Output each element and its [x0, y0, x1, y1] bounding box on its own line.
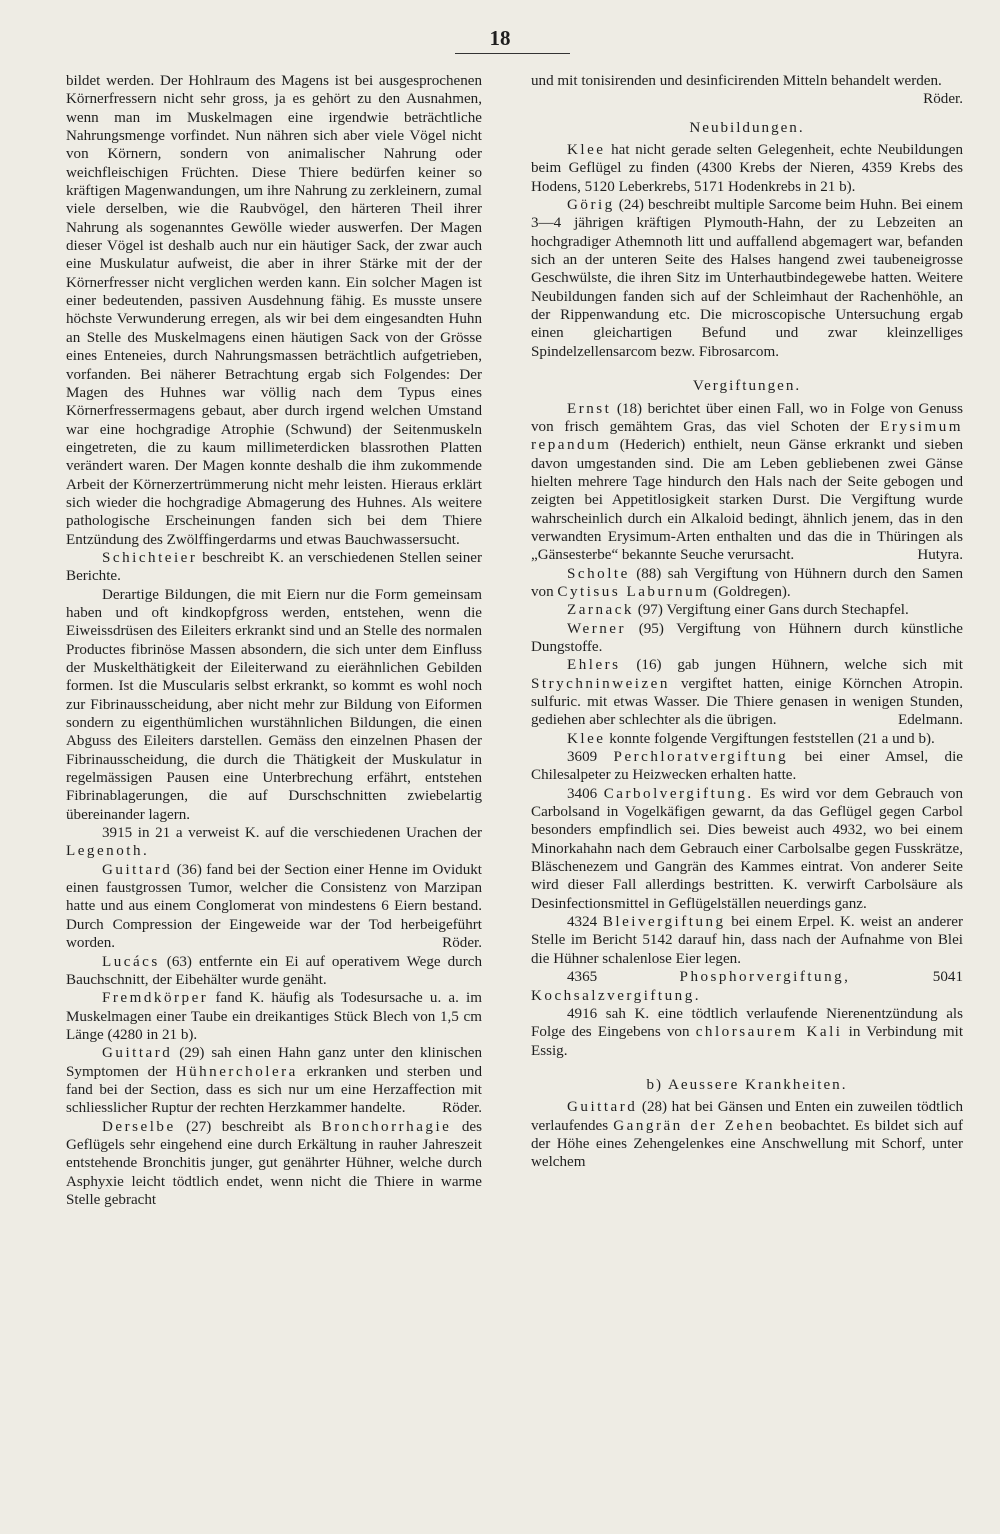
paragraph-lucacs: Lucács (63) entfernte ein Ei auf operativem Wege durch Bauchschnitt, der Eibehälter wurde genäht. [66, 953, 482, 988]
author-name: Ehlers [567, 657, 621, 674]
keyword: Legenoth. [66, 843, 150, 860]
paragraph-werner: Werner (95) Vergiftung von Hühnern durch künstliche Dungstoffe. [531, 620, 963, 655]
header-rule [455, 53, 570, 54]
author-name: Klee [567, 142, 606, 159]
keyword: Gangrän der Zehen [613, 1117, 776, 1134]
section-heading-aeussere-krankheiten: b) Aeussere Krankheiten. [646, 1076, 848, 1093]
author-name: Ernst [567, 400, 612, 417]
signature: Röder. [442, 935, 482, 952]
author-name: Lucács [102, 953, 160, 970]
paragraph-ernst: Ernst (18) berichtet über einen Fall, wo in Folge von Genuss von frisch gemähtem Gras, das viel Schoten der Erysimum repandum (Hederich) enthielt, neun Gänse erkrankt und sieben davon umgestanden sind. Die am Leben gebliebenen zwei Gänse hielten mehrere Tage hindurch den Hals nach der Seite gebogen und zeigten bei Appetitlosigkeit starken Durst. Die Vergiftung wurde wahrscheinlich durch ein Alkaloid bedingt, ähnlich jenem, das in den verwandten Erysimum-Arten enthalten und das die in Thüringen als „Gänsesterbe“ bekannte Seuche verursacht. Hutyra. [531, 400, 963, 564]
paragraph-carbol: 3406 Carbolvergiftung. Es wird vor dem Gebrauch von Carbolsand in Vogelkäfigen gewarnt, da das Geflügel gegen Carbol besonders empfindlich sei. Dies beweist auch 4932, wo bei einem Minorkahahn nach dem Gebrauch einer Carbolsalbe gegen Fusskrätze, Bläschenezem und Gangrän des Kammes eintrat. Von anderer Seite wird dieser Fall allerdings bestritten. K. verwirft Carbolsäure als Desinfectionsmittel in Geflügelställen neuerdings ganz. [531, 785, 963, 912]
paragraph-scholte: Scholte (88) sah Vergiftung von Hühnern durch den Samen von Cytisus Laburnum (Goldregen). [531, 565, 963, 600]
paragraph-schichteier: Schichteier beschreibt K. an verschiedenen Stellen seiner Berichte. [66, 549, 482, 585]
author-name: Guittard [102, 861, 173, 878]
author-name: Guittard [567, 1099, 638, 1116]
author-name: Zarnack [567, 602, 634, 619]
keyword: Bleivergiftung [602, 914, 726, 931]
paragraph-zarnack: Zarnack (97) Vergiftung einer Gans durch Stechapfel. [567, 602, 909, 619]
page-number: 18 [489, 26, 511, 50]
keyword: Fremdkörper [102, 990, 209, 1007]
paragraph-magen: bildet werden. Der Hohlraum des Magens ist bei ausgesprochenen Körnerfressern nicht sehr gross, ja es gehört zu den Ausnahmen, wenn man im Muskelmagen eine irgendwie beträchtliche Nahrungsmenge vorfindet. Nun nähren sich aber viele Vögel nicht von Körnern, sondern von animalischer Nahrung oder weichfleischigen Früchten. Diese Thiere bedürfen keiner so kräftigen Magenwandungen, um ihre Nahrung zu zerkleinern, zumal viele derselben, wie die Raubvögel, den härteren Theil ihrer Nahrung als sogenanntes Gewölle wieder auswerfen. Der Magen dieser Vögel ist deshalb auch nur ein häutiger Sack, der zwar auch eine Muskulatur aufweist, die aber in ihrer Stärke mit der der Körnerfresser nicht verglichen werden kann. Ein solcher Magen ist einer bedeutenden, passiven Ausdehnung fähig. Es musste unsere höchste Verwunderung erregen, als wir bei dem eingesandten Huhn an Stelle des Muskelmagens einen häutigen Sack von der Grösse eines Enteneies, durch Nahrungsmassen beträchtlich aufgetrieben, vorfanden. Bei näherer Betrachtung ergab sich Folgendes: Der Magen des Huhnes war völlig nach dem Typus eines Körnerfressermagens gebaut, aber durch irgend welchen Umstand war eine hochgradige Atrophie (Schwund) der Seitenmuskeln eingetreten, die zu kaum millimeterdicken blassrothen Platten verändert waren. Der Magen konnte deshalb die ihm zukommende Arbeit der Körnerzertrümmerung nicht mehr leisten. Hieraus erklärt sich wieder die hochgradige Abmagerung des Huhnes. Als weitere pathologische Erscheinungen fanden sich bei dem Thiere Entzündung des Zwölffingerdarms und etwas Bauchwassersucht. [66, 73, 482, 548]
paragraph-klee-neubildungen: Klee hat nicht gerade selten Gelegenheit, echte Neubildungen beim Geflügel zu finden (4300 Krebs der Nieren, 4359 Krebs des Hodens, 5120 Leberkrebs, 5171 Hodenkrebs in 21 b). [531, 142, 963, 195]
keyword: Bronchorrhagie [321, 1118, 452, 1135]
author-name: Guittard [102, 1045, 173, 1062]
paragraph-fremdkoerper: Fremdkörper fand K. häufig als Todesursache u. a. im Muskelmagen einer Taube ein dreikantiges Stück Blech von 1,5 cm Länge (4280 in 21 b). [66, 990, 482, 1043]
keyword: Phosphorvergiftung, [679, 969, 851, 986]
left-column [66, 72, 482, 1209]
paragraph-guittard-36: Guittard (36) fand bei der Section einer Henne im Ovidukt einen faustgrossen Tumor, welcher die Consistenz von Marzipan hatte und aus einem Conglomerat von mindestens 6 Eiern bestand. Durch Compression der Eingeweide war der Tod herbeigeführt worden. Röder. [66, 861, 482, 952]
keyword: Hühnercholera [175, 1063, 298, 1080]
paragraph-guittard-28: Guittard (28) hat bei Gänsen und Enten ein zuweilen tödtlich verlaufendes Gangrän der Zehen beobachtet. Es bildet sich auf der Höhe eines Zehengelenkes eine Anschwellung mit Schorf, unter welchem [531, 1099, 963, 1171]
paragraph-klee-vergiftungen: Klee konnte folgende Vergiftungen feststellen (21 a und b). [567, 730, 935, 747]
paragraph-ehlers: Ehlers (16) gab jungen Hühnern, welche sich mit Strychninweizen vergiftet hatten, einige Körnchen Atropin. sulfuric. mit etwas Wasser. Die Thiere genasen in wenigen Stunden, gediehen aber schlechter als die übrigen. Edelmann. [531, 657, 963, 729]
signature: Röder. [923, 91, 963, 108]
paragraph-blei: 4324 Bleivergiftung bei einem Erpel. K. weist an anderer Stelle im Bericht 5142 darauf hin, dass nach der Aufnahme von Blei die Hühner schalenlose Eier legen. [531, 914, 963, 967]
author-name: Klee [567, 730, 606, 747]
author-name: Werner [567, 620, 627, 637]
paragraph-perchlorat: 3609 Perchloratvergiftung bei einer Amsel, die Chilesalpeter zu Heizwecken erhalten hatte. [531, 749, 963, 784]
paragraph-derselbe: Derselbe (27) beschreibt als Bronchorrhagie des Geflügels sehr eingehend eine durch Erkältung in rauher Jahreszeit entstehende Bronchitis junger, gut genährter Hühner, welche durch Asphyxie leicht tödtlich endet, wenn nicht die Thiere in warme Stelle gebracht [66, 1118, 482, 1208]
keyword: Kochsalzvergiftung. [531, 987, 702, 1004]
signature: Hutyra. [917, 547, 963, 564]
paragraph-legenoth: 3915 in 21 a verweist K. auf die verschiedenen Urachen der Legenoth. [66, 825, 482, 860]
paragraph-phosphor: 4365 Phosphorvergiftung, 5041 Kochsalzvergiftung. [531, 969, 963, 1004]
paragraph-goerig: Görig (24) beschreibt multiple Sarcome beim Huhn. Bei einem 3—4 jährigen kräftigen Plymouth-Hahn, der zu Lebzeiten an hochgradiger Athemnoth litt und auffallend abgemagert war, befanden sich an der unteren Seite des Halses hangend zwei taubeneigrosse Geschwülste, die ihren Sitz im Unterhautbindegewebe hatten. Weitere Neubildungen fanden sich auf der Schleimhaut der Rachenhöhle, an der Rippenwandung etc. Die microscopische Untersuchung ergab einen gleichartigen Befund und zwar kleinzelliges Spindelzellensarcom bezw. Fibrosarcom. [531, 197, 963, 360]
keyword: chlorsaurem Kali [695, 1024, 843, 1041]
paragraph-chlorsaures-kali: 4916 sah K. eine tödtlich verlaufende Nierenentzündung als Folge des Eingebens von chlorsaurem Kali in Verbindung mit Essig. [531, 1005, 964, 1059]
paragraph-bildungen: Derartige Bildungen, die mit Eiern nur die Form gemeinsam haben und oft kindkopfgross werden, entstehen, wenn die Eiweissdrüsen des Eileiters erkrankt sind und an Stelle des normalen Productes fibrinöse Massen absondern, die sich unter dem Einfluss der Muskelthätigkeit der Eileiterwand zu eierähnlichen Gebilden formen. Ist die Muscularis selbst erkrankt, so kommt es wohl noch zur Fibrinausscheidung, aber nicht mehr zur Bildung von Eiformen sondern zu eigenthümlichen wurstähnlichen Bildungen, die einen Abguss des Eileiters darstellen. Gemäss den einzelnen Phasen der Fibrinausscheidung, die durch die Thätigkeit der Muskulatur in regelmässigen Pausen eine Unterbrechung erfährt, entstehen Fibrinablagerungen, die auf Durschschnitten zwiebelartig übereinander lagern. [66, 586, 482, 823]
right-column [531, 72, 963, 1172]
keyword: Erysimum repandum [531, 418, 963, 454]
paragraph-guittard-29: Guittard (29) sah einen Hahn ganz unter den klinischen Symptomen der Hühnercholera erkranken und sterben und fand bei der Section, dass es sich nur um eine Herzaffection mit schliesslicher Ruptur der rechten Herzkammer handelte. Röder. [66, 1045, 482, 1117]
keyword: Perchloratvergiftung [613, 749, 789, 766]
keyword: Cytisus Laburnum [557, 583, 710, 600]
signature: Röder. [442, 1100, 482, 1117]
signature: Edelmann. [898, 712, 963, 729]
author-name: Derselbe [102, 1118, 176, 1135]
keyword: Strychninweizen [531, 675, 670, 692]
section-heading-neubildungen: Neubildungen. [689, 119, 805, 136]
section-heading-vergiftungen: Vergiftungen. [692, 378, 802, 395]
paragraph-continuation: und mit tonisirenden und desinficirenden Mitteln behandelt werden. Röder. [531, 73, 963, 108]
keyword: Carbolvergiftung. [603, 785, 754, 802]
author-name: Scholte [567, 565, 630, 582]
keyword: Schichteier [102, 549, 198, 566]
author-name: Görig [567, 197, 615, 214]
